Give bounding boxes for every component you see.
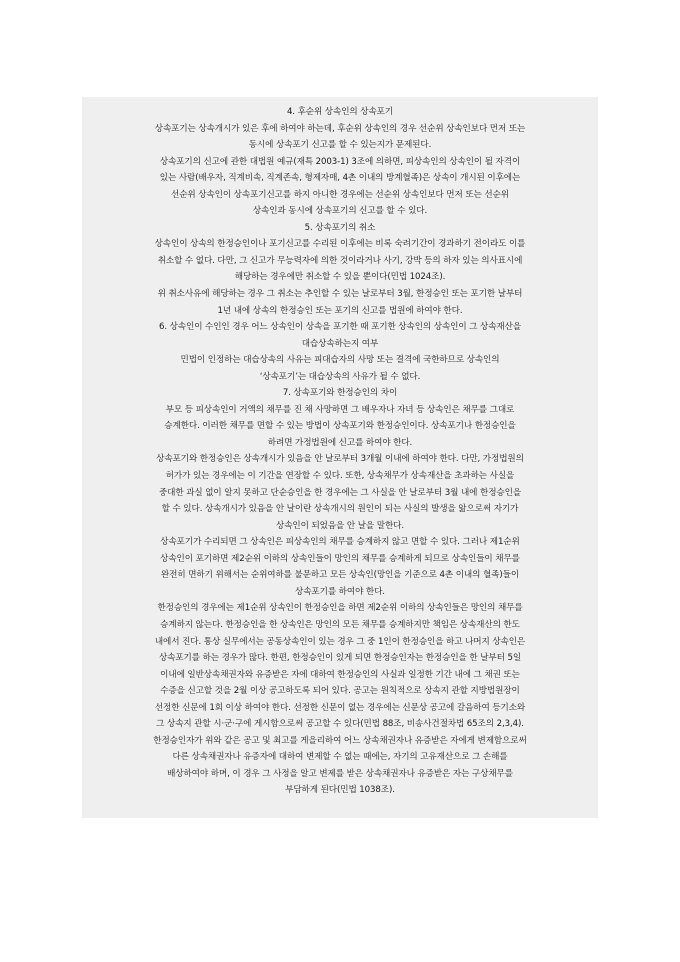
paragraph-line: 수증을 신고할 것을 2월 이상 공고하도록 되어 있다. 공고는 원칙적으로 상속지 관할 지방법원장이 <box>160 686 520 697</box>
paragraph-line: 내에서 진다. 통상 실무에서는 공동상속인이 있는 경우 그 중 1인이 한정승인을 하고 나머지 상속인은 <box>154 636 526 647</box>
paragraph-line: 상속포기는 상속개시가 있은 후에 하여야 하는데, 후순위 상속인의 경우 선순위 상속인보다 먼저 또는 <box>154 123 526 134</box>
paragraph-line: 상속포기와 한정승인은 상속개시가 있음을 안 날로부터 3개월 이내에 하여야 한다. 다만, 가정법원의 <box>156 454 524 465</box>
paragraph-line: ‘상속포기’는 대습상속의 사유가 될 수 없다. <box>259 371 421 382</box>
paragraph-line: 하려면 가정법원에 신고를 하여야 한다. <box>267 437 413 448</box>
paragraph-line: 민법이 인정하는 대습상속의 사유는 피대습자의 사망 또는 결격에 국한하므로 상속인의 <box>180 355 500 366</box>
paragraph-line: 승계하지 않는다. 한정승인을 한 상속인은 망인의 모든 채무를 승계하지만 책임은 상속재산의 한도 <box>160 619 520 630</box>
paragraph-line: 이내에 일반상속채권자와 유증받은 자에 대하여 한정승인의 사실과 일정한 기간 내에 그 채권 또는 <box>160 669 520 680</box>
paragraph-line: 중대한 과실 없이 알지 못하고 단순승인을 한 경우에는 그 사실을 안 날로부터 3월 내에 한정승인을 <box>158 487 522 498</box>
paragraph-line: 할 수 있다. 상속개시가 있음을 안 날이란 상속개시의 원인이 되는 사실의 발생을 앎으로써 자기가 <box>161 504 519 515</box>
paragraph-line: 그 상속지 관할 시·군·구에 게시함으로써 공고할 수 있다(민법 88조, 비송사건절차법 65조의 2,3,4). <box>156 719 524 730</box>
paragraph-line: 1년 내에 상속의 한정승인 또는 포기의 신고를 법원에 하여야 한다. <box>217 305 463 316</box>
paragraph-line: 상속포기를 하여야 한다. <box>295 586 385 597</box>
paragraph-line: 위 취소사유에 해당하는 경우 그 취소는 추인할 수 있는 날로부터 3월, 한정승인 또는 포기한 날부터 <box>157 289 523 300</box>
document-page <box>82 97 598 818</box>
paragraph-line: 있는 사람(배우자, 직계비속, 직계존속, 형제자매, 4촌 이내의 방계혈족)은 상속이 개시된 이후에는 <box>159 173 521 184</box>
paragraph-line: 상속포기의 신고에 관한 대법원 예규(재특 2003-1) 3조에 의하면, 피상속인의 상속인이 될 자격이 <box>159 156 521 167</box>
paragraph-line: 상속인과 동시에 상속포기의 신고를 할 수 있다. <box>252 206 428 217</box>
paragraph-line: 상속인이 포기하면 제2순위 이하의 상속인들이 망인의 채무를 승계하게 되므로 상속인들이 채무를 <box>160 553 520 564</box>
section-heading: 4. 후순위 상속인의 상속포기 <box>286 107 394 117</box>
section-heading: 6. 상속인이 수인인 경우 어느 상속인이 상속을 포기한 때 포기한 상속인의 상속인이 그 상속재산을 <box>158 322 522 333</box>
paragraph-line: 해당하는 경우에만 취소할 수 있을 뿐이다(민법 1024조). <box>234 272 446 283</box>
paragraph-line: 한정승인의 경우에는 제1순위 상속인이 한정승인을 하면 제2순위 이하의 상속인들은 망인의 채무를 <box>157 603 523 614</box>
paragraph-line: 상속포기가 수리되면 그 상속인은 피상속인의 채무를 승계하지 않고 면할 수 있다. 그러나 제1순위 <box>160 537 520 548</box>
paragraph-line: 부모 등 피상속인이 거액의 채무를 진 채 사망하면 그 배우자나 자녀 등 상속인은 채무를 그대로 <box>165 404 515 415</box>
paragraph-line: 선순위 상속인이 상속포기신고를 하지 아니한 경우에는 선순위 상속인보다 먼저 또는 선순위 <box>171 189 509 200</box>
paragraph-line: 상속인이 상속의 한정승인이나 포기신고를 수리된 이후에는 비록 숙려기간이 경과하기 전이라도 이를 <box>154 239 526 250</box>
paragraph-line: 취소할 수 없다. 다만, 그 신고가 무능력자에 의한 것이라거나 사기, 강박 등의 하자 있는 의사표시에 <box>157 255 523 266</box>
paragraph-line: 상속인이 되었음을 안 날을 말한다. <box>276 520 404 531</box>
paragraph-line: 배상하여야 하며, 이 경우 그 사정을 알고 변제를 받은 상속채권자나 유증받은 자는 구상채무를 <box>167 768 513 779</box>
section-heading: 7. 상속포기와 한정승인의 차이 <box>282 388 398 399</box>
paragraph-line: 한정승인자가 위와 같은 공고 및 최고를 게을리하여 어느 상속채권자나 유증받은 자에게 변제함으로써 <box>153 735 527 746</box>
paragraph-line: 선정한 신문에 1회 이상 하여야 한다. 선정한 신문이 없는 경우에는 신문상 공고에 갈음하여 등기소와 <box>154 702 526 713</box>
paragraph-line: 동시에 상속포기 신고를 할 수 있는지가 문제된다. <box>248 140 432 151</box>
paragraph-line: 완전히 면하기 위해서는 순위여하를 불문하고 모든 상속인(망인을 기준으로 4촌 이내의 혈족)들이 <box>160 570 520 581</box>
paragraph-line: 승계한다. 이러한 채무를 면할 수 있는 방법이 상속포기와 한정승인이다. 상속포기나 한정승인을 <box>164 421 516 432</box>
paragraph-line: 허가가 있는 경우에는 이 기간을 연장할 수 있다. 또한, 상속채무가 상속재산을 초과하는 사실을 <box>165 471 515 482</box>
paragraph-line: 부담하게 된다(민법 1038조). <box>285 785 395 796</box>
section-heading: 대습상속하는지 여부 <box>301 338 379 349</box>
paragraph-line: 다른 상속채권자나 유증자에 대하여 변제할 수 없는 때에는, 자기의 고유재산으로 그 손해를 <box>172 752 508 763</box>
section-heading: 5. 상속포기의 취소 <box>304 222 376 233</box>
paragraph-line: 상속포기를 하는 경우가 많다. 한편, 한정승인이 있게 되면 한정승인자는 한정승인을 한 날부터 5일 <box>158 653 522 664</box>
